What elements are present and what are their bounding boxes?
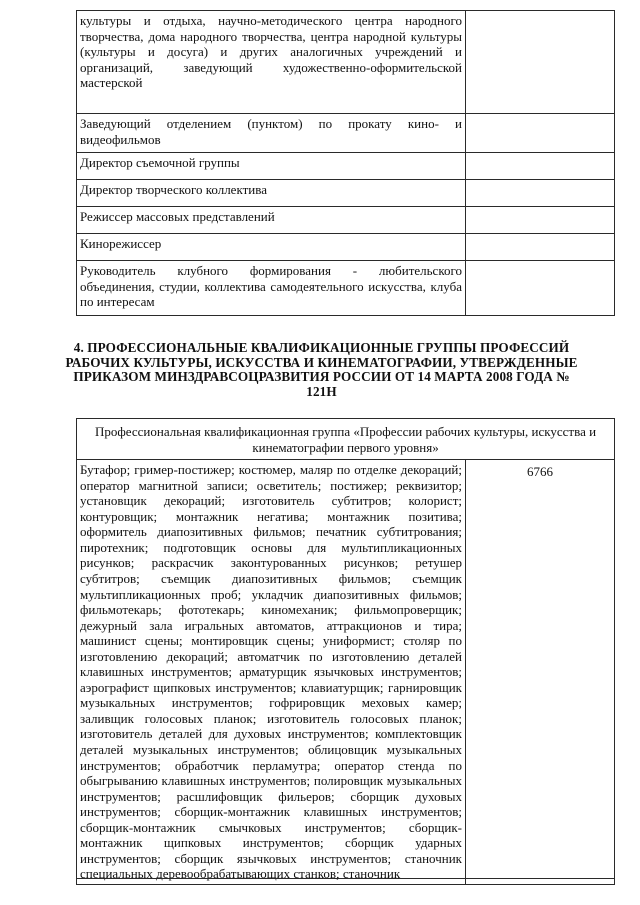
group-title-cell [77,419,615,460]
position-text: культуры и отдыха, научно-методического центра народного творчества, дома народного творчества, центра народной культуры (культуры и досуга) и других аналогичных учреждений и организаций, заведующий художественно-оформительской мастерской [80,13,462,91]
position-text: Кинорежиссер [80,236,162,251]
professions-cell [77,460,466,885]
page-bottom-divider [76,878,614,879]
code-cell [466,114,615,153]
code-cell [466,11,615,114]
staff-positions-table [76,10,615,316]
table-row [77,180,615,207]
table-row [77,153,615,180]
table-row [77,261,615,316]
group-title-row [77,419,615,460]
professions-text: Бутафор; гример-постижер; костюмер, маляр по отделке декораций; оператор магнитной записи; осветитель; постижер; реквизитор; установщик декораций; изготовитель субтитров; колорист; контуровщик; монтажник негатива; монтажник позитива; оформитель диапозитивных фильмов; печатник субтитрования; пиротехник; подготовщик основы для мультипликационных рисунков; раскрасчик законтурованных рисунков; ретушер субтитров; съемщик диапозитивных фильмов; съемщик мультипликационных проб; укладчик диапозитивных фильмов; фильмотекарь; фототекарь; киномеханик; фильмопроверщик; дежурный зала игральных автоматов, аттракционов и тира; машинист сцены; монтировщик сцены; униформист; столяр по изготовлению декораций; автоматчик по изготовлению деталей клавишных инструментов; арматурщик язычковых инструментов; аэрографист щипковых инструментов; клавиатурщик; гарнировщик музыкальных инструментов; гофрировщик меховых камер; заливщик голосовых планок; изготовитель голосовых планок; изготовитель деталей для духовых инструментов; комплектовщик деталей музыкальных инструментов; облицовщик музыкальных инструментов; обработчик перламутра; оператор стенда по обыгрыванию клавишных инструментов; полировщик музыкальных инструментов; расшлифовщик фильеров; сборщик духовых инструментов; сборщик-монтажник клавишных инструментов; сборщик-монтажник смычковых инструментов; сборщик-монтажник щипковых инструментов; сборщик ударных инструментов; сборщик язычковых инструментов; станочник специальных деревообрабатывающих станков; станочник [80,462,462,882]
group-title: Профессиональная квалификационная группа «Профессии рабочих культуры, искусства и кинематографии первого уровня» [94,424,597,455]
table-row [77,460,615,885]
position-text: Руководитель клубного формирования - любительского объединения, студии, коллектива самодеятельного искусства, клуба по интересам [80,263,462,310]
table-row [77,234,615,261]
table-row [77,207,615,234]
table-row [77,114,615,153]
position-cell [77,180,466,207]
position-cell [77,114,466,153]
position-text: Директор съемочной группы [80,155,240,170]
group-code: 6766 [527,464,553,480]
position-cell [77,234,466,261]
code-cell [466,180,615,207]
code-cell [466,207,615,234]
position-cell [77,207,466,234]
qualification-group-table [76,418,615,885]
code-cell [466,261,615,316]
table-row [77,11,615,114]
code-cell [466,234,615,261]
section-heading: 4. ПРОФЕССИОНАЛЬНЫЕ КВАЛИФИКАЦИОННЫЕ ГРУППЫ ПРОФЕССИЙ РАБОЧИХ КУЛЬТУРЫ, ИСКУССТВА И КИНЕМАТОГРАФИИ, УТВЕРЖДЕННЫЕ ПРИКАЗОМ МИНЗДРАВСОЦРАЗВИТИЯ РОССИИ ОТ 14 МАРТА 2008 ГОДА № 121Н [65,340,578,399]
code-cell [466,460,615,885]
position-text: Директор творческого коллектива [80,182,267,197]
position-cell [77,11,466,114]
code-cell [466,153,615,180]
position-text: Заведующий отделением (пунктом) по прокату кино- и видеофильмов [80,116,462,147]
position-cell [77,261,466,316]
position-cell [77,153,466,180]
position-text: Режиссер массовых представлений [80,209,275,224]
